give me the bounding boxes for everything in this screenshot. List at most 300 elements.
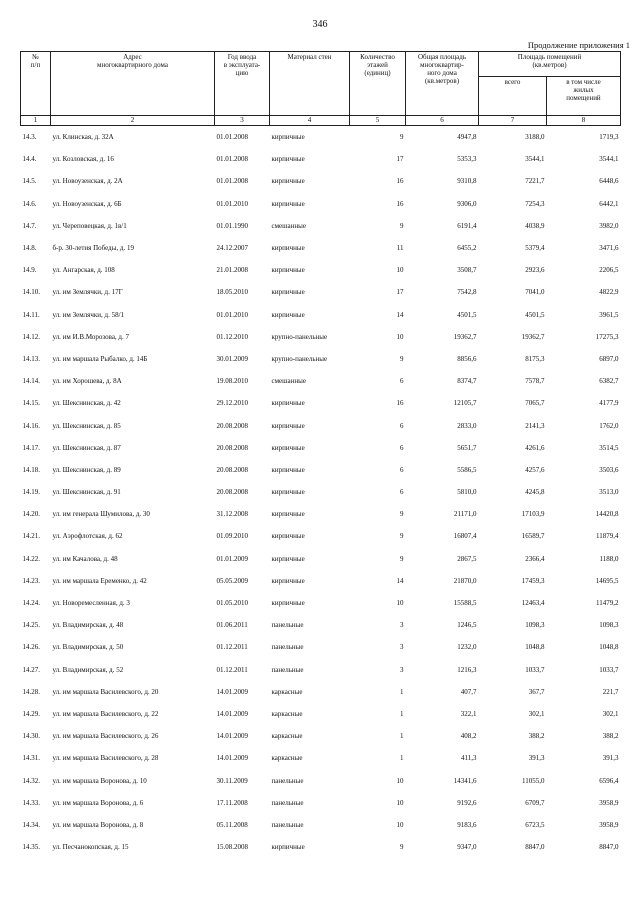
row-commission-date: 01.12.2011 — [216, 643, 248, 652]
row-premises-living: 1762,0 — [599, 421, 619, 430]
row-premises-living: 221,7 — [602, 687, 619, 696]
table-row — [21, 259, 621, 281]
row-wall-material: кирпичные — [271, 465, 305, 474]
row-commission-date: 01.01.2010 — [216, 199, 248, 208]
row-premises-total: 388,2 — [528, 732, 545, 741]
row-total-area: 9306,0 — [457, 199, 477, 208]
table-row — [21, 636, 621, 658]
row-number: 14.35. — [22, 843, 40, 852]
row-commission-date: 01.01.2008 — [216, 177, 248, 186]
header-address: Адрес многоквартирного дома — [51, 52, 215, 116]
row-premises-total: 367,7 — [528, 687, 545, 696]
row-number: 14.5. — [22, 177, 37, 186]
table-row — [21, 281, 621, 303]
row-total-area: 9310,8 — [457, 177, 477, 186]
row-wall-material: кирпичные — [271, 532, 305, 541]
column-number: 7 — [479, 116, 547, 126]
row-wall-material: кирпичные — [271, 554, 305, 563]
row-address: ул. Владимирская, д. 50 — [52, 643, 124, 652]
row-total-area: 5810,0 — [457, 488, 477, 497]
row-number: 14.25. — [22, 621, 40, 630]
row-address: ул. Шекснинская, д. 89 — [52, 465, 121, 474]
row-address: б-р. 30-летия Победы, д. 19 — [52, 244, 134, 252]
row-commission-date: 01.01.1990 — [216, 221, 248, 230]
row-total-area: 16807,4 — [453, 532, 477, 541]
row-address: ул. им Качалова, д. 48 — [52, 554, 118, 563]
row-address: ул. им Землячки, д. 17Г — [52, 288, 123, 297]
row-total-area: 15588,5 — [453, 599, 477, 607]
row-total-area: 8856,6 — [457, 354, 477, 363]
row-commission-date: 01.01.2008 — [215, 126, 270, 149]
row-premises-total: 1048,8 — [525, 643, 545, 652]
row-wall-material: панельные — [271, 820, 304, 829]
row-premises-living: 1719,3 — [547, 126, 621, 149]
column-number: 3 — [215, 116, 270, 126]
row-number: 14.15. — [22, 399, 40, 408]
row-wall-material: кирпичные — [271, 199, 305, 208]
row-total-area: 14341,6 — [453, 776, 477, 785]
row-commission-date: 14.01.2009 — [216, 709, 248, 718]
row-premises-total: 7041,0 — [525, 288, 545, 297]
table-row — [21, 148, 621, 170]
row-number: 14.31. — [22, 754, 40, 763]
row-premises-living: 8847,0 — [599, 843, 619, 852]
row-premises-living: 11879,4 — [596, 532, 619, 541]
row-premises-living: 302,1 — [602, 709, 619, 718]
row-floors: 17 — [396, 288, 404, 297]
row-total-area: 1246,5 — [457, 621, 477, 630]
row-wall-material: кирпичные — [271, 399, 305, 408]
row-wall-material: кирпичные — [271, 576, 305, 585]
row-floors: 3 — [400, 643, 404, 652]
table-row — [21, 814, 621, 836]
table-row — [21, 126, 621, 149]
table-row — [21, 304, 621, 326]
row-floors: 1 — [400, 687, 404, 696]
row-premises-total: 4501,5 — [525, 310, 545, 319]
row-address: ул. Козловская, д. 16 — [52, 155, 114, 164]
column-number: 4 — [270, 116, 350, 126]
row-address: ул. им маршала Воронова, д. 6 — [52, 798, 144, 807]
row-wall-material: панельные — [271, 621, 304, 630]
row-premises-living: 4822,9 — [599, 288, 619, 297]
row-address: ул. им Хорошева, д. 8А — [52, 377, 122, 386]
row-premises-total: 6709,7 — [525, 798, 545, 807]
row-number: 14.30. — [22, 732, 40, 741]
row-number: 14.22. — [22, 554, 40, 563]
row-floors: 9 — [350, 126, 406, 149]
row-floors: 3 — [400, 665, 404, 674]
row-commission-date: 01.01.2008 — [216, 155, 248, 164]
header-premises-total: всего — [479, 77, 547, 116]
row-total-area: 4501,5 — [457, 310, 477, 319]
table-row — [21, 503, 621, 525]
table-row — [21, 193, 621, 215]
row-premises-total: 8175,3 — [525, 354, 545, 363]
row-premises-total: 4257,6 — [525, 465, 545, 474]
row-wall-material: крупно-панельные — [271, 354, 328, 363]
row-wall-material: смешанные — [271, 377, 306, 386]
row-premises-total: 4261,6 — [525, 443, 545, 452]
row-address: ул. Владимирская, д. 48 — [52, 621, 124, 630]
row-total-area: 4947,8 — [406, 126, 479, 149]
row-premises-living: 1033,7 — [599, 665, 619, 674]
row-total-area: 9347,0 — [457, 843, 477, 852]
table-row — [21, 437, 621, 459]
row-premises-total: 7065,7 — [525, 399, 545, 408]
row-floors: 6 — [400, 421, 404, 430]
row-floors: 1 — [400, 754, 404, 763]
row-total-area: 5353,3 — [457, 155, 477, 164]
row-wall-material: кирпичные — [271, 155, 305, 164]
row-premises-living: 4177,9 — [599, 399, 619, 408]
row-commission-date: 14.01.2009 — [216, 754, 248, 763]
row-premises-living: 1098,3 — [599, 621, 619, 630]
row-total-area: 5651,7 — [457, 443, 477, 452]
row-premises-total: 2923,6 — [525, 266, 545, 275]
row-address: ул. Шекснинская, д. 87 — [52, 443, 121, 452]
row-address: ул. им маршала Василевского, д. 20 — [52, 687, 159, 696]
row-address: ул. Череповецкая, д. 1в/1 — [52, 221, 127, 230]
column-number: 1 — [21, 116, 51, 126]
row-commission-date: 05.05.2009 — [216, 576, 248, 585]
table-row — [21, 703, 621, 725]
row-premises-living: 11479,2 — [596, 599, 619, 607]
row-address: ул. им маршала Василевского, д. 28 — [52, 754, 159, 763]
row-total-area: 6455,2 — [457, 244, 477, 252]
row-commission-date: 19.08.2010 — [216, 377, 248, 386]
row-premises-living: 6382,7 — [599, 377, 619, 386]
row-premises-total: 302,1 — [528, 709, 545, 718]
row-wall-material: смешанные — [271, 221, 306, 230]
table-body — [21, 126, 621, 859]
row-number: 14.19. — [22, 488, 40, 497]
row-number: 14.10. — [22, 288, 40, 297]
row-premises-living: 388,2 — [602, 732, 619, 741]
row-premises-living: 3961,5 — [599, 310, 619, 319]
row-total-area: 7542,8 — [457, 288, 477, 297]
row-floors: 10 — [396, 332, 404, 341]
row-address: ул. Владимирская, д. 52 — [52, 665, 124, 674]
row-premises-total: 16589,7 — [521, 532, 545, 541]
row-wall-material: каркасные — [271, 754, 303, 763]
row-address: ул. им маршала Воронова, д. 10 — [52, 776, 147, 785]
housing-table — [20, 51, 621, 858]
row-number: 14.23. — [22, 576, 40, 585]
row-commission-date: 05.11.2008 — [216, 820, 248, 829]
row-floors: 9 — [400, 221, 404, 230]
row-premises-living: 14420,8 — [595, 510, 619, 519]
row-commission-date: 15.08.2008 — [216, 843, 248, 852]
row-premises-living: 6596,4 — [599, 776, 619, 785]
row-number: 14.14. — [22, 377, 40, 386]
row-premises-living: 17275,3 — [595, 332, 619, 341]
row-commission-date: 01.01.2009 — [216, 554, 248, 563]
row-floors: 10 — [396, 776, 404, 785]
row-commission-date: 01.09.2010 — [216, 532, 248, 541]
row-commission-date: 14.01.2009 — [216, 687, 248, 696]
row-commission-date: 24.12.2007 — [216, 244, 248, 252]
row-premises-living: 6442,1 — [599, 199, 619, 208]
row-address: ул. Шекснинская, д. 42 — [52, 399, 121, 408]
row-floors: 10 — [396, 798, 404, 807]
row-number: 14.11. — [22, 310, 40, 319]
row-address: ул. им Землячки, д. 58/1 — [52, 310, 125, 319]
header-year: Год ввода в эксплуата- цию — [215, 52, 270, 116]
row-floors: 11 — [396, 244, 404, 252]
row-commission-date: 21.01.2008 — [216, 266, 248, 275]
table-row — [21, 592, 621, 614]
table-row — [21, 659, 621, 681]
row-number: 14.27. — [22, 665, 40, 674]
table-row — [21, 570, 621, 592]
row-commission-date: 17.11.2008 — [216, 798, 248, 807]
row-premises-living: 3503,6 — [599, 465, 619, 474]
row-premises-total: 2366,4 — [525, 554, 545, 563]
row-premises-total: 11055,0 — [522, 776, 545, 785]
row-number: 14.3. — [21, 126, 51, 149]
header-wall-material: Материал стен — [270, 52, 350, 116]
row-number: 14.18. — [22, 465, 40, 474]
header-number: № п/п — [21, 52, 51, 116]
column-number: 8 — [547, 116, 621, 126]
row-address: ул. им генерала Шумилова, д. 30 — [52, 510, 150, 519]
row-floors: 9 — [400, 510, 404, 519]
row-number: 14.28. — [22, 687, 40, 696]
row-commission-date: 01.05.2010 — [216, 599, 248, 607]
row-premises-living: 3471,6 — [599, 244, 619, 252]
table-row — [21, 170, 621, 192]
row-wall-material: кирпичные — [271, 310, 305, 319]
row-premises-living: 3958,9 — [599, 798, 619, 807]
row-premises-living: 3982,0 — [599, 221, 619, 230]
row-total-area: 19362,7 — [453, 332, 477, 341]
row-number: 14.12. — [22, 332, 40, 341]
row-commission-date: 01.12.2010 — [216, 332, 248, 341]
row-wall-material: каркасные — [271, 709, 303, 718]
row-commission-date: 30.11.2009 — [216, 776, 248, 785]
table-row — [21, 548, 621, 570]
row-address: ул. им маршала Воронова, д. 8 — [52, 820, 144, 829]
column-number: 5 — [350, 116, 406, 126]
row-floors: 14 — [396, 576, 404, 585]
row-floors: 10 — [396, 820, 404, 829]
table-row — [21, 681, 621, 703]
table-header — [21, 52, 621, 126]
row-address: ул. Клинская, д. 32А — [51, 126, 215, 149]
column-number: 2 — [51, 116, 215, 126]
row-number: 14.34. — [22, 820, 40, 829]
row-floors: 17 — [396, 155, 404, 164]
row-wall-material: кирпичные — [271, 266, 305, 275]
row-total-area: 2833,0 — [457, 421, 477, 430]
header-premises-living: в том числе жилых помещений — [547, 77, 621, 116]
row-premises-living: 3514,5 — [599, 443, 619, 452]
row-wall-material: крупно-панельные — [271, 332, 328, 341]
row-floors: 6 — [400, 465, 404, 474]
page-number: 346 — [312, 19, 328, 30]
row-total-area: 1216,3 — [457, 665, 477, 674]
row-premises-total: 7221,7 — [525, 177, 545, 186]
row-commission-date: 30.01.2009 — [216, 354, 248, 363]
row-address: ул. Аэрофлотская, д. 62 — [52, 532, 123, 541]
row-floors: 1 — [400, 709, 404, 718]
row-number: 14.26. — [22, 643, 40, 652]
row-total-area: 411,3 — [461, 754, 477, 763]
row-address: ул. Новоузенская, д. 2А — [52, 177, 123, 186]
row-wall-material: кирпичные — [271, 288, 305, 297]
row-number: 14.32. — [22, 776, 40, 785]
row-floors: 10 — [396, 599, 404, 607]
row-premises-living: 14695,5 — [595, 576, 619, 585]
row-commission-date: 01.12.2011 — [216, 665, 248, 674]
row-premises-total: 4245,8 — [525, 488, 545, 497]
row-premises-total: 17459,3 — [521, 576, 545, 585]
row-total-area: 6191,4 — [457, 221, 477, 230]
row-wall-material: кирпичные — [271, 510, 305, 519]
table-row — [21, 392, 621, 414]
row-wall-material: кирпичные — [271, 443, 305, 452]
row-premises-living: 3958,9 — [599, 820, 619, 829]
row-commission-date: 20.08.2008 — [216, 421, 248, 430]
row-premises-total: 391,3 — [528, 754, 545, 763]
row-number: 14.16. — [22, 421, 40, 430]
row-address: ул. им маршала Василевского, д. 26 — [52, 732, 159, 741]
row-premises-living: 3544,1 — [599, 155, 619, 164]
table-row — [21, 725, 621, 747]
row-commission-date: 20.08.2008 — [216, 465, 248, 474]
row-wall-material: панельные — [271, 776, 304, 785]
table-row — [21, 237, 621, 259]
row-total-area: 3508,7 — [457, 266, 477, 275]
table-row — [21, 769, 621, 791]
row-total-area: 12105,7 — [453, 399, 477, 408]
row-floors: 1 — [400, 732, 404, 741]
row-total-area: 322,1 — [460, 709, 477, 718]
row-floors: 6 — [400, 443, 404, 452]
table-row — [21, 459, 621, 481]
row-commission-date: 14.01.2009 — [216, 732, 248, 741]
row-floors: 10 — [396, 266, 404, 275]
row-wall-material: кирпичные — [271, 488, 305, 497]
row-wall-material: каркасные — [271, 732, 303, 741]
row-address: ул. им маршала Еременко, д. 42 — [52, 576, 147, 585]
row-premises-total: 4038,9 — [525, 221, 545, 230]
row-floors: 16 — [396, 177, 404, 186]
row-commission-date: 18.05.2010 — [216, 288, 248, 297]
row-premises-total: 8847,0 — [525, 843, 545, 852]
row-floors: 16 — [396, 199, 404, 208]
row-address: ул. Шекснинская, д. 91 — [52, 488, 121, 497]
row-premises-total: 7254,3 — [525, 199, 545, 208]
row-premises-living: 1188,0 — [599, 554, 619, 563]
row-floors: 14 — [396, 310, 404, 319]
row-floors: 9 — [400, 554, 404, 563]
row-total-area: 21870,0 — [453, 576, 477, 585]
row-number: 14.20. — [22, 510, 40, 519]
row-wall-material: панельные — [271, 798, 304, 807]
row-floors: 6 — [400, 488, 404, 497]
row-number: 14.6. — [22, 199, 37, 208]
row-wall-material: кирпичные — [270, 126, 350, 149]
row-number: 14.7. — [22, 221, 37, 230]
table-row — [21, 326, 621, 348]
row-floors: 6 — [400, 377, 404, 386]
row-premises-living: 391,3 — [602, 754, 619, 763]
row-floors: 9 — [400, 354, 404, 363]
row-premises-living: 2206,5 — [599, 266, 619, 275]
row-number: 14.21. — [22, 532, 40, 541]
row-commission-date: 01.06.2011 — [216, 621, 248, 630]
row-address: ул. Новоузенская, д. 6Б — [52, 199, 122, 208]
row-premises-total: 2141,3 — [525, 421, 545, 430]
table-row — [21, 836, 621, 858]
row-number: 14.9. — [22, 266, 37, 275]
row-total-area: 5586,5 — [457, 465, 477, 474]
row-address: ул. Новоремесленная, д. 3 — [52, 599, 130, 607]
row-commission-date: 20.08.2008 — [216, 443, 248, 452]
row-total-area: 9183,6 — [457, 820, 477, 829]
row-premises-total: 19362,7 — [521, 332, 545, 341]
row-commission-date: 20.08.2008 — [216, 488, 248, 497]
row-floors: 16 — [396, 399, 404, 408]
row-premises-total: 3188,0 — [479, 126, 547, 149]
table-row — [21, 414, 621, 436]
row-address: ул. им маршала Рыбалко, д. 14Б — [52, 354, 148, 363]
row-premises-living: 1048,8 — [599, 643, 619, 652]
row-number: 14.24. — [22, 599, 40, 607]
row-premises-total: 1098,3 — [525, 621, 545, 630]
row-address: ул. им И.В.Морозова, д. 7 — [52, 332, 129, 341]
row-total-area: 2867,5 — [457, 554, 477, 563]
row-number: 14.33. — [22, 798, 40, 807]
row-number: 14.29. — [22, 709, 40, 718]
row-address: ул. Песчанокопская, д. 15 — [52, 843, 129, 852]
row-wall-material: кирпичные — [271, 244, 305, 252]
row-total-area: 1232,0 — [457, 643, 477, 652]
row-total-area: 8374,7 — [457, 377, 477, 386]
row-premises-total: 12463,4 — [521, 599, 545, 607]
row-premises-total: 6723,5 — [525, 820, 545, 829]
row-floors: 9 — [400, 532, 404, 541]
row-address: ул. Шекснинская, д. 85 — [52, 421, 121, 430]
row-premises-total: 5379,4 — [525, 244, 545, 252]
row-total-area: 408,2 — [460, 732, 477, 741]
row-wall-material: кирпичные — [271, 843, 305, 852]
row-premises-living: 3513,0 — [599, 488, 619, 497]
row-commission-date: 31.12.2008 — [216, 510, 248, 519]
row-premises-total: 1033,7 — [525, 665, 545, 674]
column-number: 6 — [406, 116, 479, 126]
row-floors: 3 — [400, 621, 404, 630]
table-row — [21, 792, 621, 814]
table-row — [21, 215, 621, 237]
row-commission-date: 29.12.2010 — [216, 399, 248, 408]
row-address: ул. Ангарская, д. 108 — [52, 266, 115, 275]
header-total-area: Общая площадь многоквартир- ного дома (кв.метров) — [406, 52, 479, 116]
row-number: 14.13. — [22, 354, 40, 363]
header-premises-area: Площадь помещений (кв.метров) — [479, 52, 621, 77]
row-premises-living: 6897,0 — [599, 354, 619, 363]
row-wall-material: кирпичные — [271, 599, 305, 607]
table-row — [21, 747, 621, 769]
table-row — [21, 525, 621, 547]
row-address: ул. им маршала Василевского, д. 22 — [52, 709, 159, 718]
row-premises-living: 6448,6 — [599, 177, 619, 186]
row-floors: 9 — [400, 843, 404, 852]
table-row — [21, 481, 621, 503]
row-wall-material: кирпичные — [271, 421, 305, 430]
